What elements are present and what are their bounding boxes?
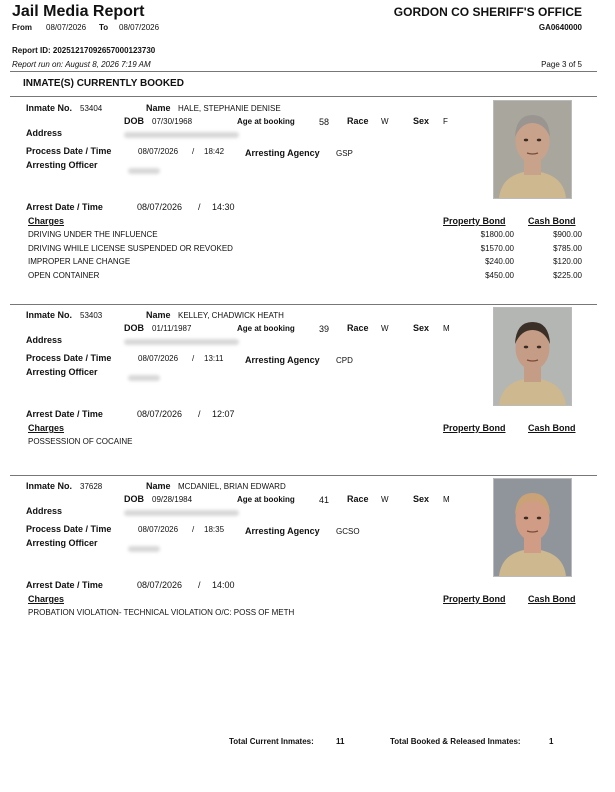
header-divider [10, 71, 597, 72]
agency-value: GSP [336, 149, 353, 158]
charge-property-bond: $240.00 [485, 257, 514, 266]
address-redacted [124, 510, 239, 516]
sex-label: Sex [413, 323, 430, 333]
agency-label: Arresting Agency [245, 148, 320, 158]
process-date: 08/07/2026 [138, 525, 179, 534]
process-date: 08/07/2026 [138, 354, 179, 363]
mugshot-photo [493, 100, 572, 199]
process-label: Process Date / Time [26, 524, 112, 534]
arrest-date: 08/07/2026 [137, 202, 183, 212]
officer-redacted [128, 168, 160, 174]
address-label: Address [26, 128, 63, 138]
cash-bond-header: Cash Bond [528, 216, 576, 226]
agency-label: Arresting Agency [245, 526, 320, 536]
charge-property-bond: $1570.00 [480, 243, 514, 253]
report-id: Report ID: 20251217092657000123730 [12, 46, 156, 55]
arrest-label: Arrest Date / Time [26, 202, 103, 212]
address-redacted [124, 339, 239, 345]
cash-bond-header: Cash Bond [528, 423, 576, 433]
charge-desc: IMPROPER LANE CHANGE [28, 257, 131, 266]
race-label: Race [347, 116, 369, 126]
dob-value: 01/11/1987 [152, 324, 192, 333]
name-value: MCDANIEL, BRIAN EDWARD [178, 482, 286, 491]
age-value: 39 [319, 324, 330, 334]
dob-label: DOB [124, 494, 144, 504]
race-value: W [381, 324, 389, 333]
charge-desc: DRIVING UNDER THE INFLUENCE [28, 230, 158, 239]
arrest-date: 08/07/2026 [137, 580, 183, 590]
inmate-no-label: Inmate No. [26, 481, 73, 491]
total-released-value: 1 [549, 737, 554, 746]
property-bond-header: Property Bond [443, 594, 506, 604]
inmate-no-label: Inmate No. [26, 103, 73, 113]
name-value: HALE, STEPHANIE DENISE [178, 104, 281, 113]
report-run-on: Report run on: August 8, 2026 7:19 AM [12, 60, 151, 69]
charge-cash-bond: $900.00 [553, 230, 582, 239]
to-date: 08/07/2026 [119, 23, 160, 32]
charges-header: Charges [28, 423, 65, 433]
sex-value: M [443, 324, 450, 333]
total-current-value: 11 [336, 737, 345, 746]
sex-value: F [443, 117, 448, 126]
sex-value: M [443, 495, 450, 504]
inmate-no-value: 53403 [80, 311, 103, 320]
arrest-slash: / [198, 202, 201, 212]
race-label: Race [347, 323, 369, 333]
address-redacted [124, 132, 239, 138]
officer-label: Arresting Officer [26, 160, 98, 170]
arrest-label: Arrest Date / Time [26, 580, 103, 590]
race-value: W [381, 495, 389, 504]
name-label: Name [146, 481, 171, 491]
process-time: 18:42 [204, 147, 225, 156]
dob-label: DOB [124, 116, 144, 126]
process-date: 08/07/2026 [138, 147, 179, 156]
process-label: Process Date / Time [26, 353, 112, 363]
race-value: W [381, 117, 389, 126]
section-divider [10, 96, 597, 97]
name-label: Name [146, 103, 171, 113]
total-current-label: Total Current Inmates: [229, 737, 314, 746]
charges-header: Charges [28, 594, 65, 604]
arrest-slash: / [198, 580, 201, 590]
process-slash: / [192, 354, 195, 363]
sex-label: Sex [413, 116, 430, 126]
from-label: From [12, 23, 32, 32]
charge-desc: POSSESSION OF COCAINE [28, 437, 133, 446]
name-label: Name [146, 310, 171, 320]
sex-label: Sex [413, 494, 430, 504]
process-slash: / [192, 147, 195, 156]
property-bond-header: Property Bond [443, 423, 506, 433]
inmate-no-label: Inmate No. [26, 310, 73, 320]
inmate-record [0, 98, 615, 298]
process-time: 13:11 [204, 354, 224, 363]
race-label: Race [347, 494, 369, 504]
charges-header: Charges [28, 216, 65, 226]
report-title: Jail Media Report [12, 3, 145, 20]
age-label: Age at booking [237, 495, 295, 504]
from-date: 08/07/2026 [46, 23, 87, 32]
agency-value: CPD [336, 356, 353, 365]
arrest-time: 14:30 [212, 202, 235, 212]
charge-property-bond: $450.00 [485, 270, 514, 280]
name-value: KELLEY, CHADWICK HEATH [178, 311, 284, 320]
arrest-date: 08/07/2026 [137, 409, 183, 419]
charge-row [0, 271, 615, 284]
charge-desc: PROBATION VIOLATION- TECHNICAL VIOLATION O/C: POSS OF METH [28, 608, 295, 617]
ori-number: GA0640000 [538, 23, 582, 32]
dob-value: 09/28/1984 [152, 495, 193, 504]
page-number: Page 3 of 5 [541, 60, 582, 69]
total-released-label: Total Booked & Released Inmates: [390, 737, 521, 746]
arrest-slash: / [198, 409, 201, 419]
office-name: GORDON CO SHERIFF'S OFFICE [393, 5, 582, 19]
dob-label: DOB [124, 323, 144, 333]
inmate-no-value: 37628 [80, 482, 103, 491]
charge-row [0, 437, 615, 450]
age-value: 41 [319, 495, 330, 505]
charge-cash-bond: $225.00 [553, 270, 582, 280]
section-title: INMATE(S) CURRENTLY BOOKED [23, 78, 184, 89]
charge-row [0, 244, 615, 257]
charge-desc: OPEN CONTAINER [28, 270, 100, 280]
charge-cash-bond: $120.00 [553, 257, 582, 266]
age-label: Age at booking [237, 324, 295, 333]
inmate-no-value: 53404 [80, 104, 103, 113]
process-slash: / [192, 525, 195, 534]
agency-label: Arresting Agency [245, 355, 320, 365]
process-time: 18:35 [204, 525, 225, 534]
address-label: Address [26, 506, 63, 516]
mugshot-photo [493, 478, 572, 577]
charge-cash-bond: $785.00 [553, 243, 582, 253]
property-bond-header: Property Bond [443, 216, 506, 226]
age-label: Age at booking [237, 117, 295, 126]
agency-value: GCSO [336, 527, 360, 536]
age-value: 58 [319, 117, 330, 127]
charge-row [0, 608, 615, 621]
arrest-time: 12:07 [212, 409, 235, 419]
charge-desc: DRIVING WHILE LICENSE SUSPENDED OR REVOKED [28, 243, 233, 253]
process-label: Process Date / Time [26, 146, 112, 156]
charge-row [0, 257, 615, 270]
cash-bond-header: Cash Bond [528, 594, 576, 604]
dob-value: 07/30/1968 [152, 117, 193, 126]
officer-redacted [128, 375, 160, 381]
to-label: To [99, 23, 109, 32]
charge-row [0, 230, 615, 243]
charge-property-bond: $1800.00 [480, 230, 514, 239]
arrest-time: 14:00 [212, 580, 235, 590]
mugshot-photo [493, 307, 572, 406]
officer-label: Arresting Officer [26, 538, 98, 548]
arrest-label: Arrest Date / Time [26, 409, 103, 419]
address-label: Address [26, 335, 63, 345]
inmate-record [0, 476, 615, 676]
officer-redacted [128, 546, 160, 552]
officer-label: Arresting Officer [26, 367, 98, 377]
